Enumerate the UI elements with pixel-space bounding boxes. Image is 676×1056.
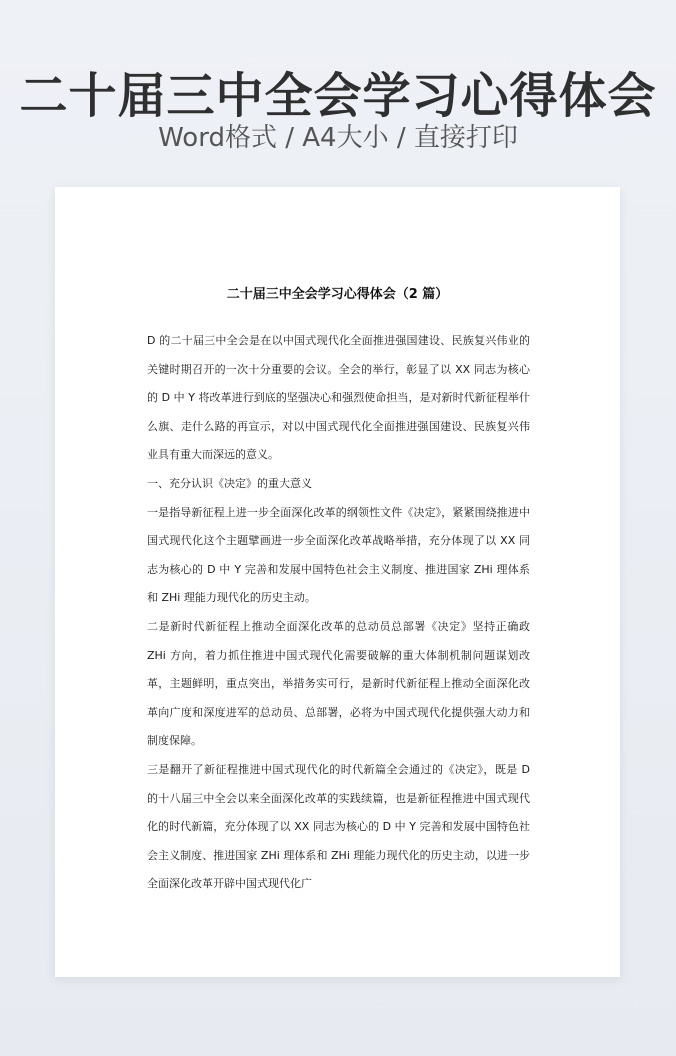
paragraph-point-three: 三是翻开了新征程推进中国式现代化的时代新篇全会通过的《决定》，既是 D 的十八届三中全会以来全面深化改革的实践续篇，也是新征程推进中国式现代化的时代新篇，充分体现了以 XX 同志为核心的 D 中 Y 完善和发展中国特色社会主义制度、推进国家 ZHi 理体系和 ZHi 理能力现代化的历史主动，以进一步全面深化改革开辟中国式现代化广 (147, 762, 530, 891)
paragraph-point-two: 二是新时代新征程上推动全面深化改革的总动员总部署《决定》坚持正确政 ZHi 方向，着力抓住推进中国式现代化需要破解的重大体制机制问题谋划改革，主题鲜明，重点突出，举措务实可行，是新时代新征程上推动全面深化改革向广度和深度进军的总动员、总部署，必将为中国式现代化提供强大动力和制度保障。 (147, 619, 530, 748)
document-page (55, 187, 620, 977)
paragraph-point-one: 一是指导新征程上进一步全面深化改革的纲领性文件《决定》，紧紧围绕推进中国式现代化这个主题擘画进一步全面深化改革战略举措，充分体现了以 XX 同志为核心的 D 中 Y 完善和发展中国特色社会主义制度、推进国家 ZHi 理体系和 ZHi 理能力现代化的历史主动。 (147, 505, 530, 605)
banner-subtitle: Word格式 / A4大小 / 直接打印 (158, 123, 518, 153)
paragraph-intro: D 的二十届三中全会是在以中国式现代化全面推进强国建设、民族复兴伟业的关键时期召开的一次十分重要的会议。全会的举行，彰显了以 XX 同志为核心的 D 中 Y 将改革进行到底的坚强决心和强烈使命担当，是对新时代新征程举什么旗、走什么路的再宣示，对以中国式现代化全面推进强国建设、民族复兴伟业具有重大而深远的意义。 (147, 334, 530, 462)
section-heading: 一、充分认识《决定》的重大意义 (147, 476, 312, 490)
banner-title: 二十届三中全会学习心得体会 (19, 68, 657, 124)
document-title: 二十届三中全会学习心得体会（2 篇） (226, 287, 449, 302)
document-body (147, 327, 530, 899)
